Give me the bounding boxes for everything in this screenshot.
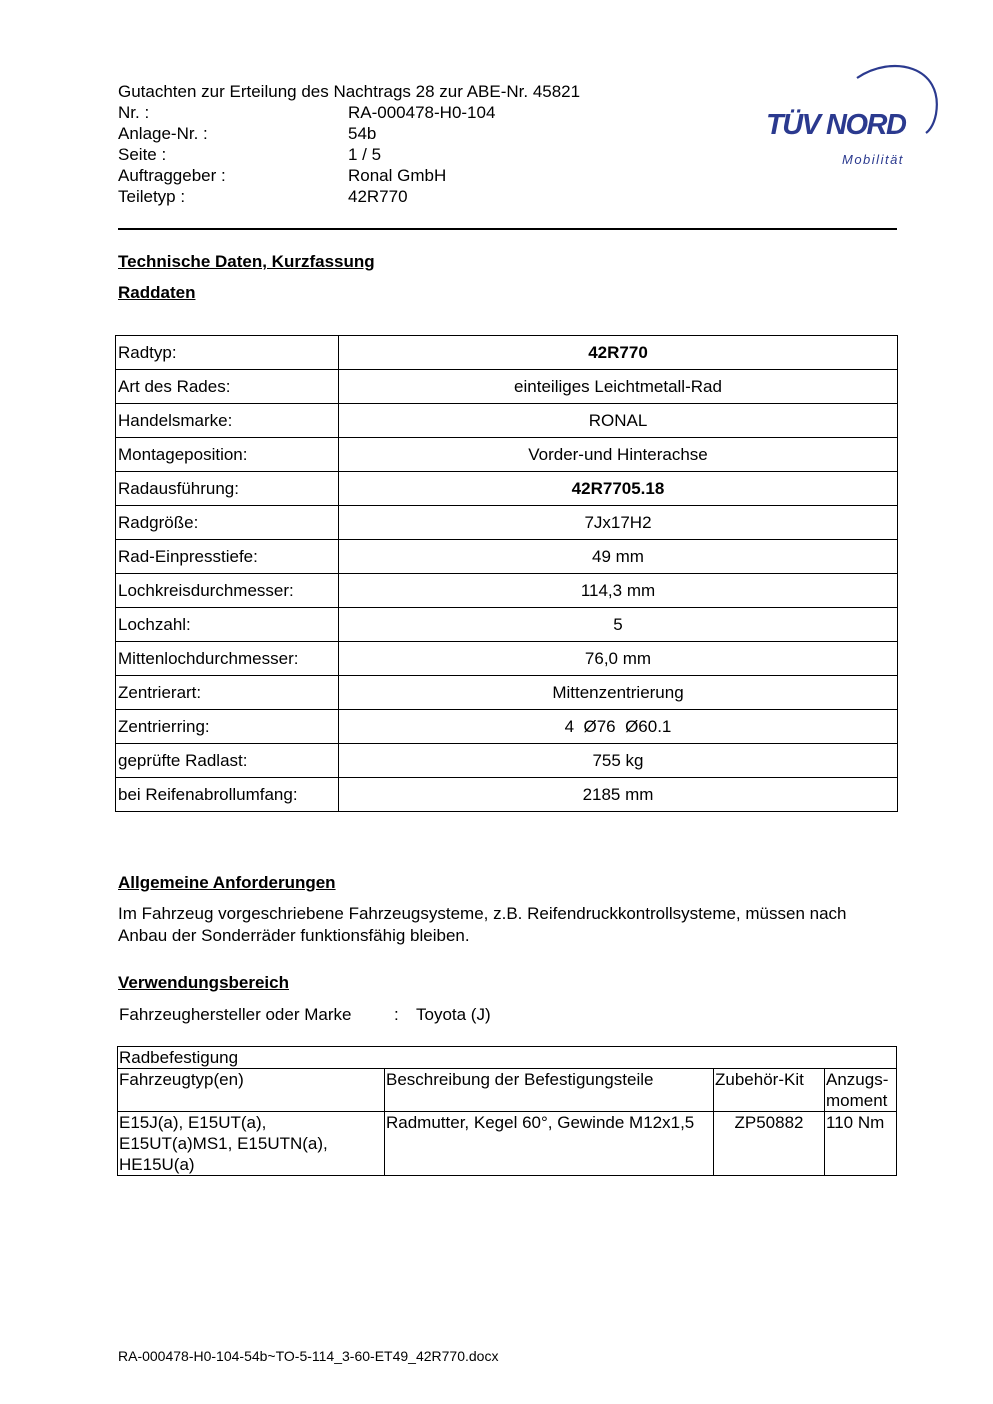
field-label: Auftraggeber :	[118, 166, 226, 185]
cell-moment: 110 Nm	[825, 1112, 897, 1176]
table-row	[116, 778, 898, 812]
tuv-nord-logo	[762, 56, 942, 171]
row-label: Art des Rades:	[116, 370, 339, 404]
row-label: bei Reifenabrollumfang:	[116, 778, 339, 812]
raddaten-table	[115, 335, 898, 812]
logo-sub: Mobilität	[842, 152, 904, 167]
manufacturer-value: Toyota (J)	[416, 1005, 491, 1024]
column-header: Zubehör-Kit	[714, 1069, 825, 1112]
section-title-anforderungen: Allgemeine Anforderungen	[118, 873, 336, 892]
document-title: Gutachten zur Erteilung des Nachtrags 28 zur ABE-Nr. 45821	[118, 82, 581, 101]
row-label: Radgröße:	[116, 506, 339, 540]
header-field-teiletyp	[118, 186, 495, 207]
table-row	[118, 1112, 897, 1176]
table-row	[116, 404, 898, 438]
row-label: geprüfte Radlast:	[116, 744, 339, 778]
row-label: Montageposition:	[116, 438, 339, 472]
table-row	[116, 370, 898, 404]
table-caption-row	[118, 1047, 897, 1069]
table-row	[116, 642, 898, 676]
field-label: Seite :	[118, 145, 167, 164]
table-row	[116, 336, 898, 370]
row-value: RONAL	[339, 404, 898, 438]
manufacturer-line	[119, 1004, 491, 1026]
field-value: RA-000478-H0-104	[348, 103, 496, 122]
table-caption: Radbefestigung	[118, 1047, 897, 1069]
field-value: 1 / 5	[348, 145, 382, 164]
section-title-verwendungsbereich: Verwendungsbereich	[118, 973, 289, 992]
table-row	[116, 506, 898, 540]
footer-filename: RA-000478-H0-104-54b~TO-5-114_3-60-ET49_42R770.docx	[118, 1348, 499, 1364]
row-label: Radtyp:	[116, 336, 339, 370]
row-value: 755 kg	[339, 744, 898, 778]
row-value: 42R770	[339, 336, 898, 370]
table-row	[116, 676, 898, 710]
row-label: Mittenlochdurchmesser:	[116, 642, 339, 676]
field-label: Teiletyp :	[118, 187, 186, 206]
table-row	[116, 744, 898, 778]
manufacturer-colon: :	[394, 1005, 399, 1024]
row-value: 2185 mm	[339, 778, 898, 812]
field-value: 42R770	[348, 187, 408, 206]
row-label: Zentrierring:	[116, 710, 339, 744]
row-value: 5	[339, 608, 898, 642]
table-row	[116, 710, 898, 744]
row-value: einteiliges Leichtmetall-Rad	[339, 370, 898, 404]
table-header-row	[118, 1069, 897, 1112]
field-value: Ronal GmbH	[348, 166, 447, 185]
table-row	[116, 472, 898, 506]
field-value: 54b	[348, 124, 377, 143]
field-label: Anlage-Nr. :	[118, 124, 208, 143]
section-title-technische-daten: Technische Daten, Kurzfassung	[118, 252, 375, 271]
anforderungen-text: Im Fahrzeug vorgeschriebene Fahrzeugsysteme, z.B. Reifendruckkontrollsysteme, müssen nach Anbau der Sonderräder funktionsfähig bleiben.	[118, 904, 847, 945]
section-subtitle-raddaten: Raddaten	[118, 283, 196, 302]
row-value: 4 Ø76 Ø60.1	[339, 710, 898, 744]
radbefestigung-table	[117, 1046, 897, 1176]
manufacturer-label: Fahrzeughersteller oder Marke	[119, 1005, 352, 1024]
table-row	[116, 540, 898, 574]
logo-brand: TÜV NORD	[766, 109, 906, 141]
header-fields	[118, 102, 495, 207]
row-value: Mittenzentrierung	[339, 676, 898, 710]
cell-kit: ZP50882	[714, 1112, 825, 1176]
row-value: Vorder-und Hinterachse	[339, 438, 898, 472]
row-label: Rad-Einpresstiefe:	[116, 540, 339, 574]
row-value: 42R7705.18	[339, 472, 898, 506]
row-label: Lochzahl:	[116, 608, 339, 642]
row-label: Lochkreisdurchmesser:	[116, 574, 339, 608]
column-header: Fahrzeugtyp(en)	[118, 1069, 385, 1112]
field-label: Nr. :	[118, 103, 150, 122]
column-header: Anzugs-moment	[825, 1069, 897, 1112]
header-field-seite	[118, 144, 495, 165]
header-field-auftraggeber	[118, 165, 495, 186]
cell-description: Radmutter, Kegel 60°, Gewinde M12x1,5	[385, 1112, 714, 1176]
row-value: 114,3 mm	[339, 574, 898, 608]
table-row	[116, 608, 898, 642]
header-divider	[118, 228, 897, 230]
cell-types: E15J(a), E15UT(a), E15UT(a)MS1, E15UTN(a), HE15U(a)	[118, 1112, 385, 1176]
column-header: Beschreibung der Befestigungsteile	[385, 1069, 714, 1112]
header-field-anlage	[118, 123, 495, 144]
table-row	[116, 574, 898, 608]
row-value: 7Jx17H2	[339, 506, 898, 540]
row-label: Handelsmarke:	[116, 404, 339, 438]
row-label: Radausführung:	[116, 472, 339, 506]
header-field-nr	[118, 102, 495, 123]
table-row	[116, 438, 898, 472]
row-value: 49 mm	[339, 540, 898, 574]
row-value: 76,0 mm	[339, 642, 898, 676]
row-label: Zentrierart:	[116, 676, 339, 710]
